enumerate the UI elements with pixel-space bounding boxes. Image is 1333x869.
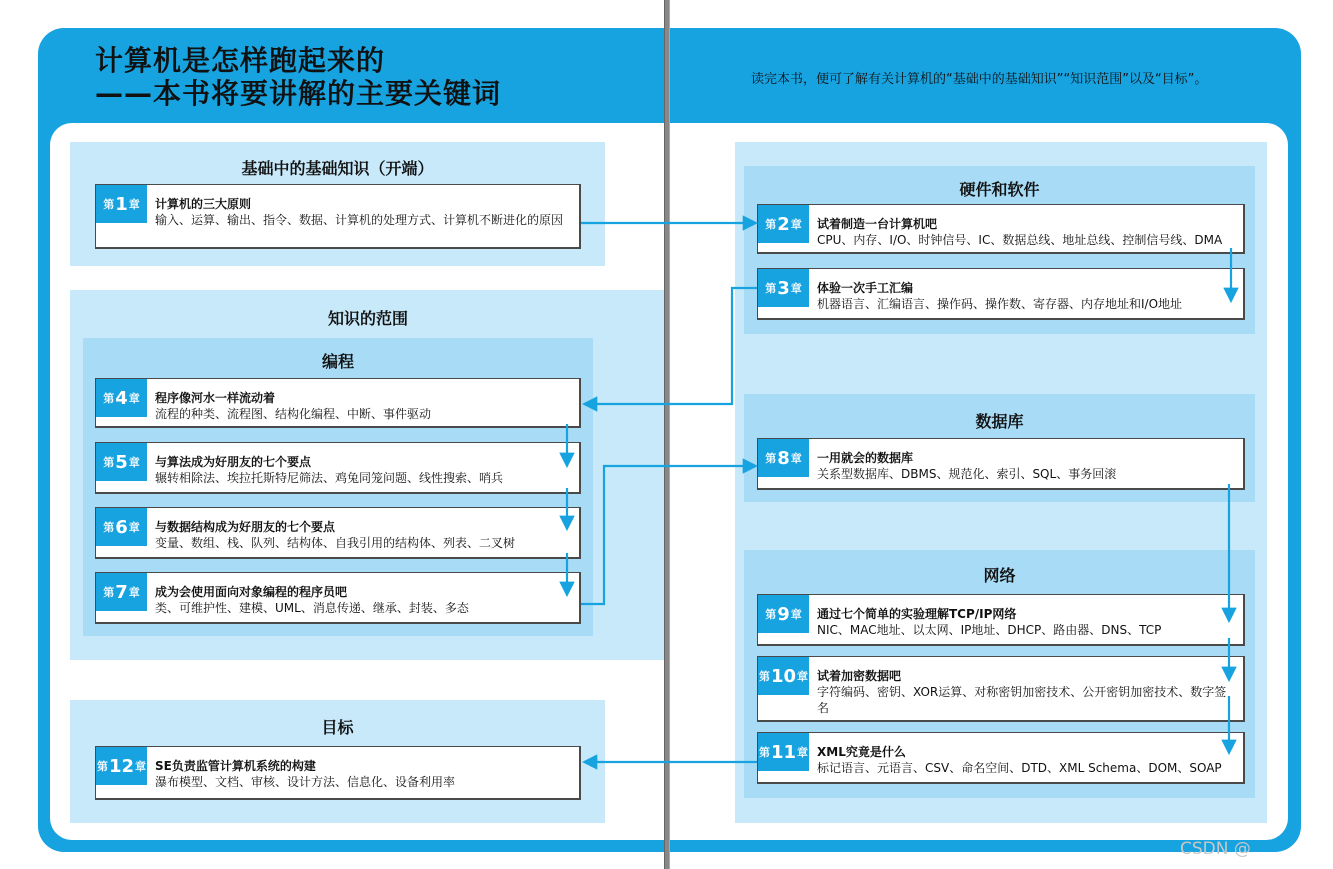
chapter-keywords-6: 变量、数组、栈、队列、结构体、自我引用的结构体、列表、二叉树 xyxy=(155,536,516,550)
chapter-keywords-7: 类、可维护性、建模、UML、消息传递、继承、封装、多态 xyxy=(155,601,469,615)
chapter-title-11: XML究竟是什么 xyxy=(817,745,906,759)
chapter-badge-7: 第 7 章 xyxy=(96,573,147,611)
watermark: CSDN @ xyxy=(1180,839,1251,859)
chapter-title-2: 试着制造一台计算机吧 xyxy=(817,217,938,231)
chapter-badge-3: 第 3 章 xyxy=(758,269,809,307)
chapter-badge-11: 第 11 章 xyxy=(758,733,809,771)
chapter-keywords-10: 字符编码、密钥、XOR运算、对称密钥加密技术、公开密钥加密技术、数字签名 xyxy=(817,685,1227,715)
chapter-keywords-11: 标记语言、元语言、CSV、命名空间、DTD、XML Schema、DOM、SOAP xyxy=(817,761,1222,775)
chapter-badge-1: 第 1 章 xyxy=(96,185,147,223)
chapter-title-8: 一用就会的数据库 xyxy=(817,451,914,465)
chapter-keywords-12: 瀑布模型、文档、审核、设计方法、信息化、设备利用率 xyxy=(155,775,456,789)
chapter-badge-4: 第 4 章 xyxy=(96,379,147,417)
panel-scope-title: 知识的范围 xyxy=(327,309,408,328)
panel-hardware-title: 硬件和软件 xyxy=(959,180,1040,199)
panel-network-title: 网络 xyxy=(983,566,1016,585)
chapter-badge-12: 第 12 章 xyxy=(96,747,147,785)
panel-programming-title: 编程 xyxy=(321,352,354,371)
chapter-title-10: 试着加密数据吧 xyxy=(817,669,902,683)
chapter-badge-6: 第 6 章 xyxy=(96,508,147,546)
title-line-2: ——本书将要讲解的主要关键词 xyxy=(95,77,502,110)
panel-basics-title: 基础中的基础知识（开端） xyxy=(241,159,434,178)
chapter-keywords-3: 机器语言、汇编语言、操作码、操作数、寄存器、内存地址和I/O地址 xyxy=(817,297,1183,311)
chapter-title-12: SE负责监管计算机系统的构建 xyxy=(155,759,316,773)
chapter-keywords-8: 关系型数据库、DBMS、规范化、索引、SQL、事务回滚 xyxy=(817,467,1117,481)
chapter-keywords-1: 输入、运算、输出、指令、数据、计算机的处理方式、计算机不断进化的原因 xyxy=(155,213,564,227)
chapter-title-9: 通过七个简单的实验理解TCP/IP网络 xyxy=(817,607,1017,621)
chapter-badge-2: 第 2 章 xyxy=(758,205,809,243)
chapter-keywords-9: NIC、MAC地址、以太网、IP地址、DHCP、路由器、DNS、TCP xyxy=(817,623,1162,637)
chapter-title-3: 体验一次手工汇编 xyxy=(817,281,914,295)
chapter-badge-5: 第 5 章 xyxy=(96,443,147,481)
title-line-1: 计算机是怎样跑起来的 xyxy=(95,44,386,77)
chapter-title-1: 计算机的三大原则 xyxy=(155,197,252,211)
page-subtitle: 读完本书，便可了解有关计算机的“基础中的基础知识”“知识范围”以及“目标”。 xyxy=(751,72,1208,87)
chapter-title-4: 程序像河水一样流动着 xyxy=(155,391,276,405)
chapter-keywords-4: 流程的种类、流程图、结构化编程、中断、事件驱动 xyxy=(155,407,432,421)
chapter-title-5: 与算法成为好朋友的七个要点 xyxy=(155,455,312,469)
chapter-title-7: 成为会使用面向对象编程的程序员吧 xyxy=(155,585,348,599)
panel-goal-title: 目标 xyxy=(321,718,354,737)
arrow-ch7-to-ch8 xyxy=(581,466,755,604)
chapter-title-6: 与数据结构成为好朋友的七个要点 xyxy=(155,520,336,534)
chapter-badge-9: 第 9 章 xyxy=(758,595,809,633)
arrow-ch3-to-ch4 xyxy=(585,288,757,404)
panel-database-title: 数据库 xyxy=(975,412,1024,431)
chapter-badge-8: 第 8 章 xyxy=(758,439,809,477)
chapter-badge-10: 第 10 章 xyxy=(758,657,809,695)
chapter-keywords-5: 辗转相除法、埃拉托斯特尼筛法、鸡兔同笼问题、线性搜索、哨兵 xyxy=(155,471,504,485)
chapter-keywords-2: CPU、内存、I/O、时钟信号、IC、数据总线、地址总线、控制信号线、DMA xyxy=(817,233,1223,247)
